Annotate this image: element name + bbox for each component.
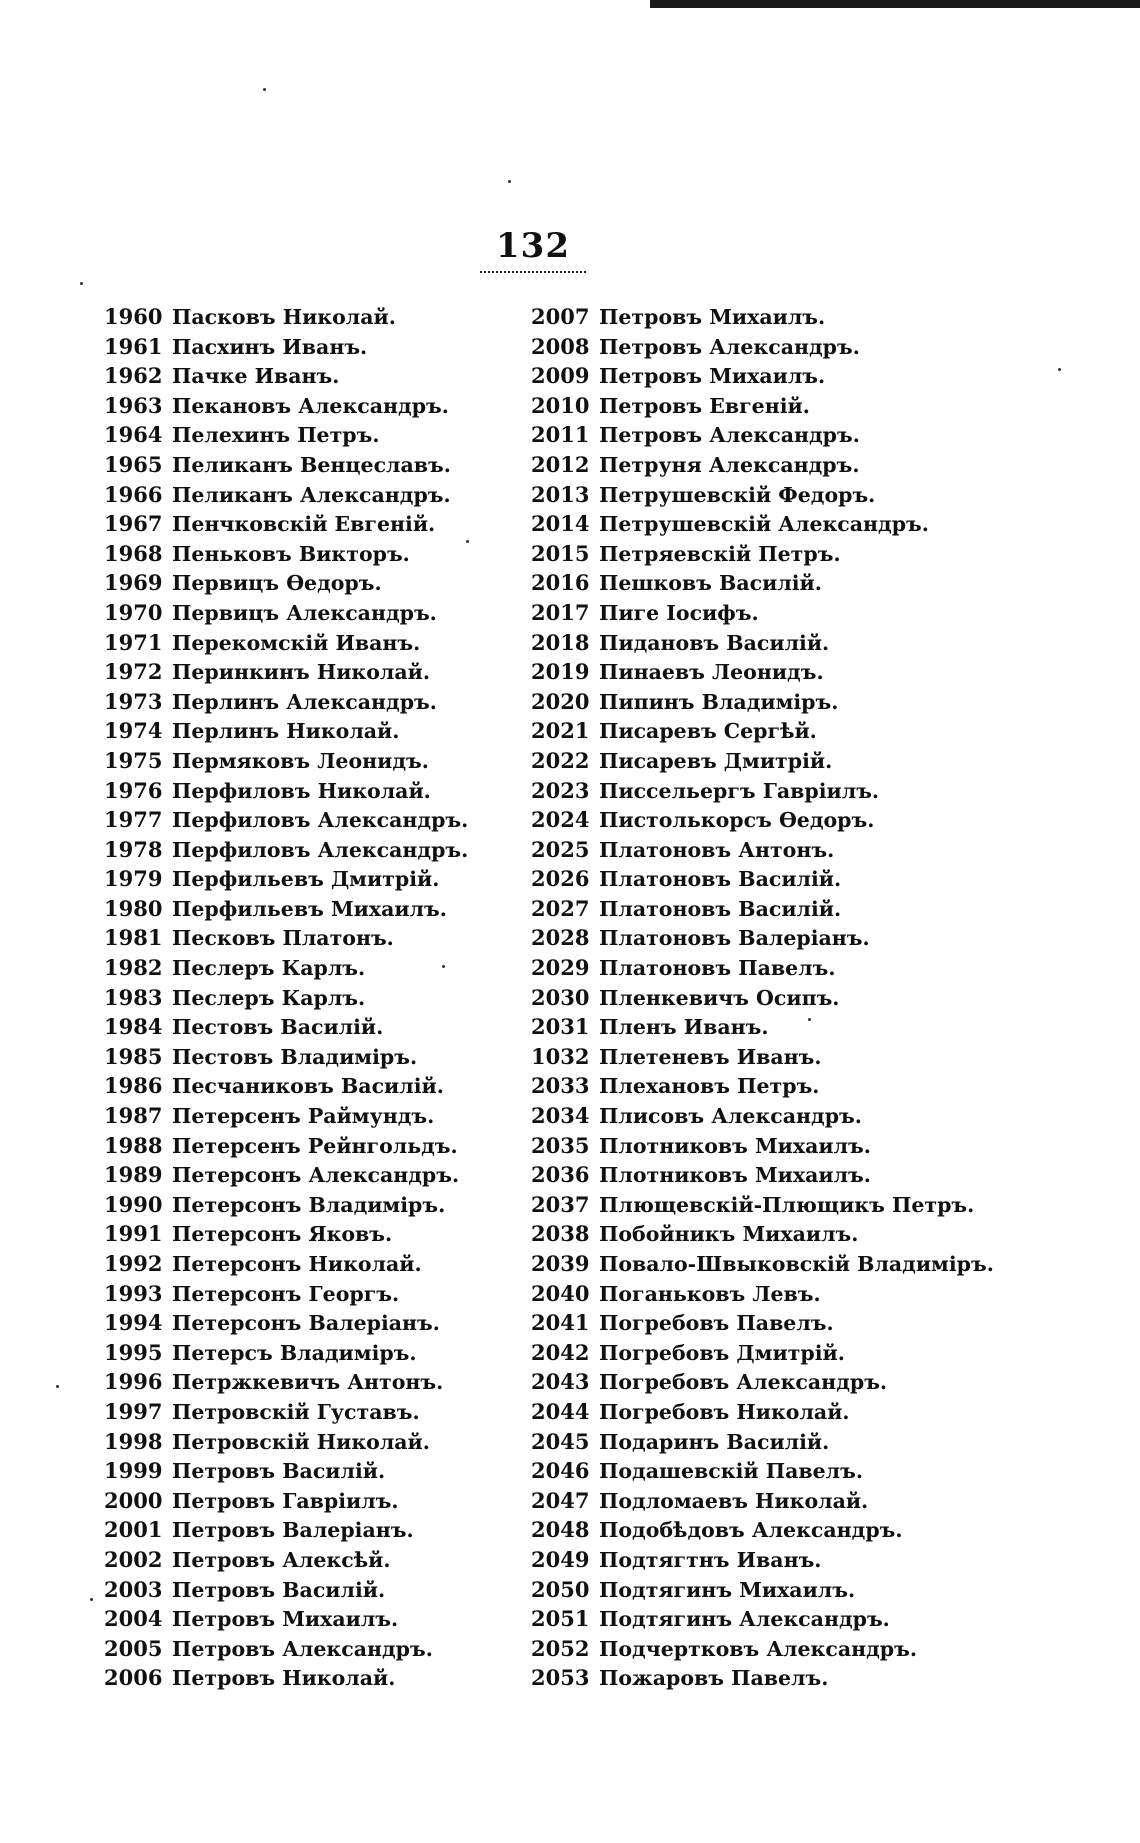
entry-name: Погребовъ Павелъ.: [599, 1311, 834, 1336]
entry-number: 2006: [104, 1665, 163, 1691]
scan-speck: [90, 1598, 93, 1601]
list-item: [531, 1515, 1091, 1545]
list-item: [104, 568, 534, 598]
entry-number: 2041: [531, 1310, 590, 1336]
entry-name: Побойникъ Михаилъ.: [599, 1222, 859, 1247]
list-item: [531, 864, 1091, 894]
entry-number: 2030: [531, 984, 590, 1010]
entry-number: 2008: [531, 333, 590, 359]
entry-number: 2004: [104, 1606, 163, 1632]
entry-name: Петровъ Александръ.: [599, 334, 860, 359]
entry-number: 1996: [104, 1369, 163, 1395]
entry-number: 1964: [104, 422, 163, 448]
entry-name: Петрушевскій Федоръ.: [599, 482, 876, 507]
entry-number: 2045: [531, 1428, 590, 1454]
entry-name: Перфильевъ Дмитрій.: [172, 867, 440, 892]
entry-name: Перфиловъ Александръ.: [172, 837, 469, 862]
entry-name: Петржкевичъ Антонъ.: [172, 1370, 444, 1395]
list-item: [531, 480, 1091, 510]
list-item: [531, 716, 1091, 746]
list-item: [531, 1042, 1091, 1072]
entry-number: 2016: [531, 570, 590, 596]
entry-number: 1980: [104, 895, 163, 921]
entry-number: 1032: [531, 1043, 590, 1069]
entry-name: Подчертковъ Александръ.: [599, 1636, 917, 1661]
entry-number: 2042: [531, 1339, 590, 1365]
list-item: [531, 1634, 1091, 1664]
entry-number: 2050: [531, 1576, 590, 1602]
list-item: [531, 1663, 1091, 1693]
entry-number: 1994: [104, 1310, 163, 1336]
entry-number: 1981: [104, 925, 163, 951]
list-item: [531, 361, 1091, 391]
entry-name: Петерсъ Владиміръ.: [172, 1340, 417, 1365]
list-item: [531, 509, 1091, 539]
entry-name: Платоновъ Василій.: [599, 896, 842, 921]
list-item: [104, 864, 534, 894]
list-item: [531, 1456, 1091, 1486]
list-item: [104, 480, 534, 510]
entry-name: Плотниковъ Михаилъ.: [599, 1163, 871, 1188]
entry-number: 1997: [104, 1398, 163, 1424]
entry-number: 1978: [104, 836, 163, 862]
entry-number: 2025: [531, 836, 590, 862]
list-item: [531, 1575, 1091, 1605]
entry-number: 2038: [531, 1221, 590, 1247]
entry-number: 2000: [104, 1487, 163, 1513]
entry-number: 1985: [104, 1043, 163, 1069]
entry-number: 1966: [104, 481, 163, 507]
scan-speck: [442, 965, 445, 968]
list-item: [104, 1486, 534, 1516]
list-item: [104, 1249, 534, 1279]
entry-name: Пленкевичъ Осипъ.: [599, 985, 840, 1010]
list-item: [104, 1042, 534, 1072]
entry-name: Петровъ Михаилъ.: [599, 364, 826, 389]
list-item: [104, 1367, 534, 1397]
scan-speck: [808, 1018, 811, 1021]
entry-number: 2021: [531, 718, 590, 744]
entry-name: Плехановъ Петръ.: [599, 1074, 820, 1099]
entry-number: 1965: [104, 451, 163, 477]
entry-name: Подломаевъ Николай.: [599, 1488, 869, 1513]
entry-name: Подаринъ Василій.: [599, 1429, 830, 1454]
list-item: [531, 539, 1091, 569]
entry-number: 2020: [531, 688, 590, 714]
entry-number: 1967: [104, 511, 163, 537]
left-column: [104, 302, 534, 1693]
list-item: [531, 1012, 1091, 1042]
list-item: [531, 568, 1091, 598]
list-item: [531, 1308, 1091, 1338]
list-item: [104, 983, 534, 1013]
entry-number: 1977: [104, 807, 163, 833]
scan-speck: [263, 88, 266, 91]
page-number: 132: [496, 226, 570, 266]
entry-number: 2047: [531, 1487, 590, 1513]
entry-name: Пинаевъ Леонидъ.: [599, 660, 824, 685]
list-item: [104, 628, 534, 658]
entry-name: Перлинъ Николай.: [172, 719, 400, 744]
list-item: [531, 776, 1091, 806]
entry-name: Петровъ Михаилъ.: [599, 305, 826, 329]
entry-name: Перфильевъ Михаилъ.: [172, 896, 447, 921]
list-item: [531, 835, 1091, 865]
list-item: [104, 1160, 534, 1190]
list-item: [531, 687, 1091, 717]
entry-name: Петровъ Александръ.: [599, 423, 860, 448]
entry-number: 2015: [531, 540, 590, 566]
entry-number: 2010: [531, 392, 590, 418]
entry-number: 2031: [531, 1014, 590, 1040]
list-item: [531, 746, 1091, 776]
entry-name: Пожаровъ Павелъ.: [599, 1666, 829, 1691]
list-item: [104, 332, 534, 362]
entry-number: 2001: [104, 1517, 163, 1543]
list-item: [104, 420, 534, 450]
entry-number: 1992: [104, 1251, 163, 1276]
entry-number: 2027: [531, 895, 590, 921]
entry-number: 1995: [104, 1339, 163, 1365]
entry-name: Писаревъ Дмитрій.: [599, 748, 833, 773]
entry-number: 1973: [104, 688, 163, 714]
list-item: [104, 835, 534, 865]
entry-number: 2023: [531, 777, 590, 803]
entry-number: 2049: [531, 1546, 590, 1572]
entry-number: 1962: [104, 363, 163, 389]
page-number-underline: [480, 271, 586, 273]
list-item: [531, 657, 1091, 687]
entry-number: 2014: [531, 511, 590, 537]
entry-name: Плотниковъ Михаилъ.: [599, 1133, 871, 1158]
list-item: [104, 302, 534, 332]
list-item: [531, 1367, 1091, 1397]
entry-name: Погребовъ Николай.: [599, 1399, 850, 1424]
entry-name: Петерсонъ Валеріанъ.: [172, 1311, 440, 1336]
entry-name: Петровскій Густавъ.: [172, 1399, 420, 1424]
entry-number: 1986: [104, 1073, 163, 1099]
entry-name: Петерсенъ Раймундъ.: [172, 1104, 435, 1129]
entry-number: 1969: [104, 570, 163, 596]
scan-speck: [508, 180, 511, 183]
list-item: [531, 332, 1091, 362]
entry-name: Пенчковскій Евгеній.: [172, 512, 436, 537]
list-item: [104, 361, 534, 391]
right-column: [531, 302, 1091, 1693]
list-item: [104, 1427, 534, 1457]
list-item: [104, 450, 534, 480]
list-item: [531, 953, 1091, 983]
entry-name: Пестовъ Владиміръ.: [172, 1044, 418, 1069]
list-item: [531, 1219, 1091, 1249]
entry-name: Пипинъ Владиміръ.: [599, 689, 839, 714]
entry-number: 2037: [531, 1191, 590, 1217]
list-item: [104, 1663, 534, 1693]
entry-number: 1991: [104, 1221, 163, 1247]
list-item: [531, 1486, 1091, 1516]
entry-number: 1999: [104, 1458, 163, 1484]
entry-name: Петровъ Василій.: [172, 1577, 386, 1602]
list-item: [531, 1279, 1091, 1309]
entry-name: Подтягтнъ Иванъ.: [599, 1547, 822, 1572]
list-item: [104, 391, 534, 421]
entry-number: 1975: [104, 747, 163, 773]
entry-name: Петровъ Евгеній.: [599, 393, 810, 418]
list-item: [104, 1131, 534, 1161]
entry-name: Пленъ Иванъ.: [599, 1015, 769, 1040]
entry-number: 2051: [531, 1606, 590, 1632]
entry-name: Песковъ Платонъ.: [172, 926, 394, 951]
entry-number: 2024: [531, 807, 590, 833]
entry-number: 1960: [104, 304, 163, 329]
entry-name: Плющевскій-Плющикъ Петръ.: [599, 1192, 975, 1217]
entry-name: Повало-Швыковскій Владиміръ.: [599, 1252, 994, 1276]
list-item: [104, 539, 534, 569]
entry-name: Платоновъ Валеріанъ.: [599, 926, 870, 951]
list-item: [104, 509, 534, 539]
list-item: [531, 1604, 1091, 1634]
scan-speck: [80, 282, 83, 285]
entry-name: Пиге Іосифъ.: [599, 600, 759, 625]
entry-name: Первицъ Александръ.: [172, 600, 437, 625]
list-item: [104, 953, 534, 983]
entry-number: 2012: [531, 451, 590, 477]
entry-number: 1974: [104, 718, 163, 744]
entry-name: Петровскій Николай.: [172, 1429, 430, 1454]
entry-name: Песлеръ Карлъ.: [172, 956, 366, 981]
entry-name: Петруня Александръ.: [599, 452, 860, 477]
list-item: [104, 716, 534, 746]
list-item: [531, 1131, 1091, 1161]
list-item: [531, 1101, 1091, 1131]
list-item: [531, 1190, 1091, 1220]
entry-name: Писсельергъ Гавріилъ.: [599, 778, 880, 803]
entry-name: Пеликанъ Венцеславъ.: [172, 452, 451, 477]
entry-name: Погребовъ Дмитрій.: [599, 1340, 845, 1365]
entry-name: Пеньковъ Викторъ.: [172, 541, 410, 566]
entry-number: 1993: [104, 1280, 163, 1306]
entry-name: Плетеневъ Иванъ.: [599, 1044, 822, 1069]
entry-number: 2052: [531, 1635, 590, 1661]
entry-name: Петерсенъ Рейнгольдъ.: [172, 1133, 458, 1158]
list-item: [531, 1397, 1091, 1427]
scan-speck: [56, 1385, 59, 1388]
entry-name: Подобѣдовъ Александръ.: [599, 1518, 903, 1543]
entry-number: 2039: [531, 1251, 590, 1276]
entry-name: Пистолькорсъ Ѳедоръ.: [599, 808, 875, 833]
list-item: [531, 1160, 1091, 1190]
entry-name: Петерсонъ Николай.: [172, 1252, 422, 1276]
entry-number: 1988: [104, 1132, 163, 1158]
entry-number: 1970: [104, 599, 163, 625]
list-item: [104, 805, 534, 835]
entry-number: 1990: [104, 1191, 163, 1217]
list-item: [531, 1545, 1091, 1575]
entry-name: Петрушевскій Александръ.: [599, 512, 929, 537]
entry-number: 2044: [531, 1398, 590, 1424]
list-item: [104, 598, 534, 628]
entry-name: Пачке Иванъ.: [172, 364, 340, 389]
entry-number: 1979: [104, 866, 163, 892]
list-item: [531, 598, 1091, 628]
list-item: [104, 687, 534, 717]
entry-name: Подтягинъ Александръ.: [599, 1607, 890, 1632]
entry-name: Петровъ Гавріилъ.: [172, 1488, 399, 1513]
list-item: [531, 1427, 1091, 1457]
entry-number: 2009: [531, 363, 590, 389]
entry-name: Петровъ Алексѣй.: [172, 1547, 391, 1572]
list-item: [104, 1456, 534, 1486]
entry-number: 1963: [104, 392, 163, 418]
entry-name: Пасхинъ Иванъ.: [172, 334, 368, 359]
entry-name: Петерсонъ Яковъ.: [172, 1222, 393, 1247]
entry-number: 2040: [531, 1280, 590, 1306]
list-item: [104, 1279, 534, 1309]
entry-name: Первицъ Ѳедоръ.: [172, 571, 382, 596]
list-item: [531, 420, 1091, 450]
list-item: [531, 302, 1091, 332]
scan-speck: [1058, 368, 1061, 371]
list-item: [531, 983, 1091, 1013]
entry-name: Петерсонъ Александръ.: [172, 1163, 460, 1188]
entry-name: Перфиловъ Николай.: [172, 778, 431, 803]
entry-name: Петровъ Александръ.: [172, 1636, 433, 1661]
entry-name: Петровъ Николай.: [172, 1666, 396, 1691]
entry-name: Петряевскій Петръ.: [599, 541, 841, 566]
entry-number: 1972: [104, 659, 163, 685]
list-item: [104, 1308, 534, 1338]
entry-number: 2002: [104, 1546, 163, 1572]
entry-name: Писаревъ Сергѣй.: [599, 719, 817, 744]
entry-number: 2019: [531, 659, 590, 685]
entry-name: Перекомскій Иванъ.: [172, 630, 421, 655]
entry-name: Петерсонъ Георгъ.: [172, 1281, 400, 1306]
entry-number: 2053: [531, 1665, 590, 1691]
entry-number: 2013: [531, 481, 590, 507]
entry-name: Платоновъ Василій.: [599, 867, 842, 892]
entry-number: 2026: [531, 866, 590, 892]
entry-number: 2005: [104, 1635, 163, 1661]
list-item: [104, 894, 534, 924]
list-item: [104, 1397, 534, 1427]
entry-name: Пермяковъ Леонидъ.: [172, 748, 429, 773]
list-item: [104, 1545, 534, 1575]
entry-number: 2007: [531, 304, 590, 329]
list-item: [531, 628, 1091, 658]
entry-number: 2048: [531, 1517, 590, 1543]
entry-name: Плисовъ Александръ.: [599, 1104, 862, 1129]
list-item: [104, 1604, 534, 1634]
list-item: [104, 1219, 534, 1249]
list-item: [104, 1575, 534, 1605]
entry-number: 1983: [104, 984, 163, 1010]
list-item: [104, 1338, 534, 1368]
list-item: [531, 805, 1091, 835]
entry-number: 2043: [531, 1369, 590, 1395]
scan-speck: [466, 540, 469, 543]
entry-name: Петровъ Михаилъ.: [172, 1607, 399, 1632]
entry-name: Петровъ Валеріанъ.: [172, 1518, 414, 1543]
entry-number: 1976: [104, 777, 163, 803]
entry-name: Погребовъ Александръ.: [599, 1370, 888, 1395]
entry-number: 1971: [104, 629, 163, 655]
list-item: [531, 1071, 1091, 1101]
list-item: [104, 1190, 534, 1220]
top-edge-rule: [650, 0, 1140, 8]
entry-number: 2033: [531, 1073, 590, 1099]
entry-name: Пеликанъ Александръ.: [172, 482, 451, 507]
entry-name: Платоновъ Антонъ.: [599, 837, 835, 862]
list-item: [104, 1101, 534, 1131]
entry-number: 2046: [531, 1458, 590, 1484]
entry-name: Поганьковъ Левъ.: [599, 1281, 821, 1306]
entry-number: 2034: [531, 1103, 590, 1129]
list-item: [531, 1338, 1091, 1368]
list-item: [531, 1249, 1091, 1279]
entry-name: Пекановъ Александръ.: [172, 393, 449, 418]
list-item: [104, 1071, 534, 1101]
entry-number: 2035: [531, 1132, 590, 1158]
entry-name: Песлеръ Карлъ.: [172, 985, 366, 1010]
entry-name: Платоновъ Павелъ.: [599, 956, 836, 981]
list-item: [104, 657, 534, 687]
entry-name: Песчаниковъ Василій.: [172, 1074, 444, 1099]
entry-number: 1968: [104, 540, 163, 566]
entry-name: Подтягинъ Михаилъ.: [599, 1577, 856, 1602]
entry-name: Пасковъ Николай.: [172, 305, 396, 329]
list-item: [104, 746, 534, 776]
entry-name: Подашевскій Павелъ.: [599, 1459, 863, 1484]
entry-number: 1989: [104, 1162, 163, 1188]
list-item: [531, 450, 1091, 480]
entry-number: 2036: [531, 1162, 590, 1188]
entry-number: 2028: [531, 925, 590, 951]
entry-name: Перинкинъ Николай.: [172, 660, 430, 685]
list-item: [104, 1634, 534, 1664]
list-item: [531, 391, 1091, 421]
entry-number: 2022: [531, 747, 590, 773]
entry-number: 1987: [104, 1103, 163, 1129]
entry-name: Перлинъ Александръ.: [172, 689, 437, 714]
entry-name: Пешковъ Василій.: [599, 571, 822, 596]
list-item: [104, 776, 534, 806]
entry-number: 2029: [531, 955, 590, 981]
entry-name: Пестовъ Василій.: [172, 1015, 384, 1040]
entry-name: Перфиловъ Александръ.: [172, 808, 469, 833]
entry-number: 2017: [531, 599, 590, 625]
entry-number: 2003: [104, 1576, 163, 1602]
entry-name: Пидановъ Василій.: [599, 630, 830, 655]
entry-number: 1961: [104, 333, 163, 359]
entry-number: 2018: [531, 629, 590, 655]
entry-name: Петровъ Василій.: [172, 1459, 386, 1484]
entry-number: 1982: [104, 955, 163, 981]
list-item: [531, 894, 1091, 924]
list-item: [104, 1012, 534, 1042]
list-item: [531, 923, 1091, 953]
entry-name: Пелехинъ Петръ.: [172, 423, 380, 448]
entry-number: 1998: [104, 1428, 163, 1454]
list-item: [104, 1515, 534, 1545]
entry-number: 1984: [104, 1014, 163, 1040]
list-item: [104, 923, 534, 953]
entry-name: Петерсонъ Владиміръ.: [172, 1192, 446, 1217]
entry-number: 2011: [531, 422, 590, 448]
